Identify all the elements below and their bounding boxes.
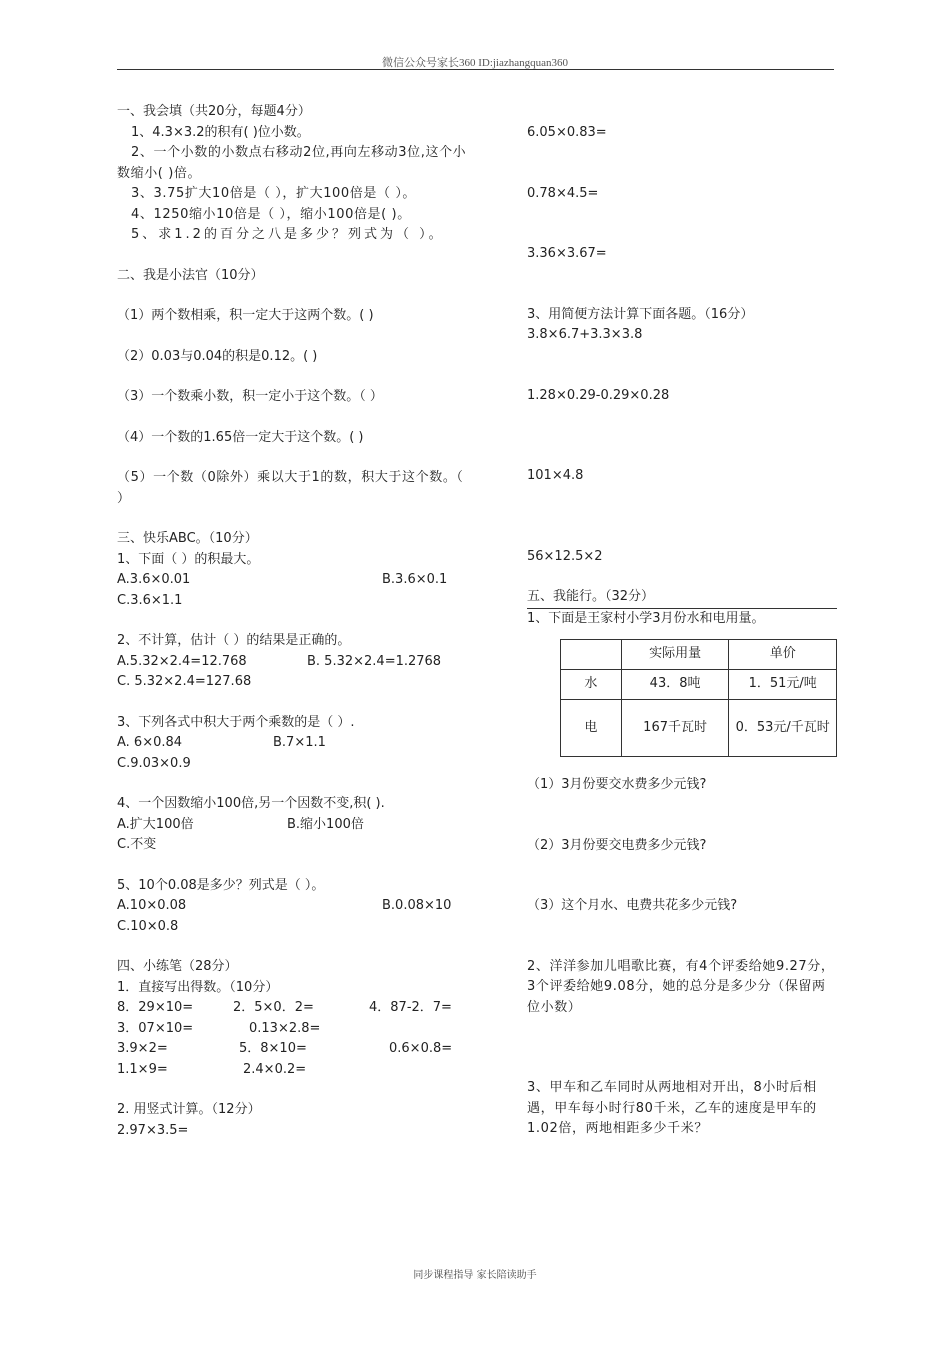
s4-simplify-3: 101×4.8 (527, 468, 584, 483)
usage-table-cell: 167千瓦时 (621, 700, 729, 757)
s2-item-5: （5）一个数（0除外）乘以大于1的数，积大于这个数。（ ） (117, 470, 464, 506)
s2-item-4: （4）一个数的1.65倍一定大于这个数。( ) (117, 429, 364, 445)
right-column (527, 123, 837, 1140)
s3-q1-option-c: C.3.6×1.1 (117, 592, 183, 608)
section5-title: 五、我能行。（32分） (527, 589, 655, 604)
s4-oral-item: 5．8×10= (239, 1041, 307, 1056)
s3-q3-option-c: C.9.03×0.9 (117, 755, 191, 771)
s3-q1-stem: 1、下面（ ）的积最大。 (117, 551, 260, 567)
s1-question-4: 4、1250缩小10倍是（ ），缩小100倍是( )。 (131, 206, 411, 222)
s4-part3-title: 3、用简便方法计算下面各题。（16分） (527, 306, 754, 322)
s5-q1-stem: 1、下面是王家村小学3月份水和电用量。 (527, 610, 765, 626)
s4-vertical-calc-4: 3.36×3.67= (527, 246, 607, 261)
s1-question-2: 2、一个小数的小数点右移动2位,再向左移动3位,这个小数缩小( )倍。 (117, 145, 467, 181)
s5-q1-sub-2: （2）3月份要交电费多少元钱? (527, 837, 707, 853)
s4-part2-title: 2. 用竖式计算。（12分） (117, 1102, 261, 1117)
s4-oral-item: 0.13×2.8= (249, 1020, 321, 1036)
usage-table-header: 单价 (729, 640, 837, 670)
s4-oral-item: 1.1×9= (117, 1061, 168, 1077)
s4-oral-item: 4．87-2．7= (369, 1000, 452, 1015)
s2-item-3: （3）一个数乘小数，积一定小于这个数。（ ） (117, 389, 383, 404)
s5-question-2: 2、洋洋参加儿唱歌比赛，有4个评委给她9.27分，3个评委给她9.08分，她的总分是多少分（保留两位小数） (527, 958, 835, 1015)
s1-question-5: 5、求1.2的百分之八是多少？列式为（ ）。 (131, 227, 445, 242)
s4-vertical-calc-1: 2.97×3.5= (117, 1122, 189, 1138)
s4-simplify-2: 1.28×0.29-0.29×0.28 (527, 387, 670, 403)
left-column (117, 102, 467, 1141)
s4-oral-row-3 (117, 1039, 467, 1060)
usage-table-cell: 0．53元/千瓦时 (729, 700, 837, 757)
s3-q5-option-c: C.10×0.8 (117, 918, 179, 934)
usage-table-row (561, 670, 837, 700)
s5-q1-sub-1: （1）3月份要交水费多少元钱? (527, 777, 707, 792)
s4-simplify-1: 3.8×6.7+3.3×3.8 (527, 327, 643, 342)
s4-oral-item: 3.9×2= (117, 1041, 168, 1056)
s4-oral-item: 3．07×10= (117, 1020, 194, 1036)
section3-title: 三、快乐ABC。（10分） (117, 531, 258, 546)
s3-q3-option-b: B.7×1.1 (273, 735, 326, 750)
usage-table-header-row (561, 640, 837, 670)
s2-item-1: （1）两个数相乘，积一定大于这两个数。( ) (117, 308, 374, 323)
s3-q2-options-row (117, 652, 467, 673)
header-divider (117, 69, 834, 70)
s4-oral-row-4 (117, 1060, 467, 1081)
s3-q2-stem: 2、不计算，估计（ ）的结果是正确的。 (117, 633, 351, 648)
section1-title: 一、我会填（共20分，每题4分） (117, 104, 311, 119)
s3-q3-option-a: A. 6×0.84 (117, 735, 183, 750)
page-footer: 同步课程指导 家长陪读助手 (413, 1270, 537, 1281)
usage-table-header: 实际用量 (621, 640, 729, 670)
s3-q5-stem: 5、10个0.08是多少？列式是（ ）。 (117, 877, 325, 893)
s4-simplify-4: 56×12.5×2 (527, 548, 603, 564)
s3-q5-options-row (117, 896, 467, 917)
s4-part1-title: 1．直接写出得数。（10分） (117, 979, 279, 995)
s4-oral-item: 0.6×0.8= (389, 1041, 453, 1056)
s1-question-3: 3、3.75扩大10倍是（ ），扩大100倍是（ ）。 (131, 186, 417, 201)
s3-q2-option-b: B. 5.32×2.4=1.2768 (307, 653, 442, 669)
s4-oral-item: 8．29×10= (117, 1000, 194, 1015)
s4-oral-row-2 (117, 1019, 467, 1040)
s3-q2-option-a: A.5.32×2.4=12.768 (117, 653, 247, 669)
s3-q1-option-a: A.3.6×0.01 (117, 572, 191, 587)
s5-q1-sub-3: （3）这个月水、电费共花多少元钱? (527, 898, 738, 913)
s3-q4-options-row (117, 815, 467, 836)
s3-q4-option-c: C.不变 (117, 837, 157, 852)
usage-table-cell: 43．8吨 (621, 670, 729, 700)
s3-q1-options-row (117, 570, 467, 591)
s3-q3-stem: 3、下列各式中积大于两个乘数的是（ ）. (117, 714, 355, 730)
usage-table-row (561, 700, 837, 757)
s3-q4-stem: 4、一个因数缩小100倍,另一个因数不变,积( ). (117, 796, 385, 811)
s5-question-3: 3、甲车和乙车同时从两地相对开出，8小时后相遇，甲车每小时行80千米，乙车的速度是甲车的1.02倍，两地相距多少千米？ (527, 1080, 817, 1136)
s3-q3-options-row (117, 733, 467, 754)
s4-oral-item: 2.4×0.2= (243, 1061, 307, 1077)
s2-item-2: （2）0.03与0.04的积是0.12。( ) (117, 348, 318, 364)
s3-q4-option-b: B.缩小100倍 (287, 816, 364, 832)
page-header: 微信公众号家长360 ID:jiazhangquan360 (381, 57, 569, 69)
usage-table-cell: 1．51元/吨 (729, 670, 837, 700)
usage-table-header (561, 640, 622, 670)
s4-oral-row-1 (117, 998, 467, 1019)
s3-q2-option-c: C. 5.32×2.4=127.68 (117, 674, 252, 689)
s1-question-1: 1、4.3×3.2的积有( )位小数。 (131, 124, 310, 140)
usage-table-cell: 电 (561, 700, 622, 757)
usage-table-cell: 水 (561, 670, 622, 700)
s4-oral-item: 2．5×0．2= (233, 1000, 314, 1015)
s3-q5-option-b: B.0.08×10 (382, 898, 452, 913)
section2-title: 二、我是小法官（10分） (117, 267, 264, 283)
s4-vertical-calc-3: 0.78×4.5= (527, 185, 599, 201)
s3-q5-option-a: A.10×0.08 (117, 898, 187, 913)
section4-title: 四、小练笔（28分） (117, 959, 238, 974)
s3-q4-option-a: A.扩大100倍 (117, 816, 194, 832)
usage-table (560, 639, 837, 757)
s4-vertical-calc-2: 6.05×0.83= (527, 125, 607, 140)
s3-q1-option-b: B.3.6×0.1 (382, 572, 448, 587)
